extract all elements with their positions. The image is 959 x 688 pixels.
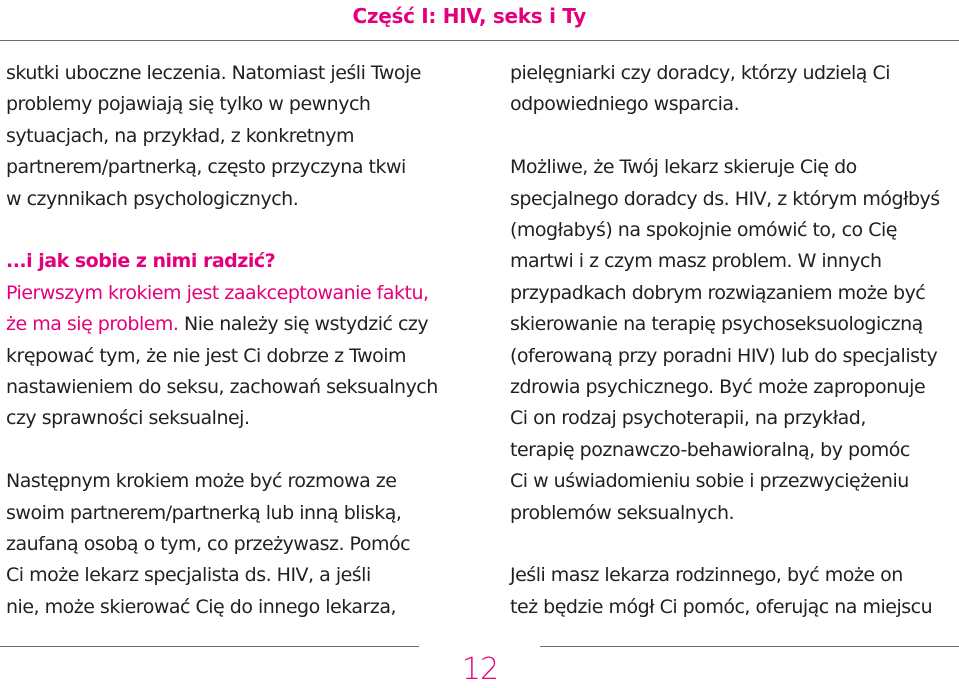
highlighted-text: Pierwszym krokiem jest zaakceptowanie faktu, że ma się problem.	[6, 281, 429, 336]
paragraph: Możliwe, że Twój lekarz skieruje Cię do specjalnego doradcy ds. HIV, z którym mógłbyś (mogłabyś) na spokojnie omówić to, co Cię martwi i z czym masz problem. W innych przypadkach dobrym rozwiązaniem może być skierowanie na terapię psychoseksuologiczną (oferowaną przy poradni HIV) lub do specjalisty zdrowia psychicznego. Być może zaproponuje Ci on rodzaj psychoterapii, na przykład, terapię poznawczo-behawioralną, by pomóc Ci w uświadomieniu sobie i przezwyciężeniu problemów seksualnych.	[510, 156, 940, 524]
page-number: 12	[461, 652, 499, 687]
paragraph: Następnym krokiem może być rozmowa ze swoim partnerem/partnerką lub inną bliską, zaufaną osobą o tym, co przeżywasz. Pomóc Ci może lekarz specjalista ds. HIV, a jeśli nie, może skierować Cię do innego lekarza,	[6, 470, 411, 618]
paragraph-text: Nie należy się wstydzić czy krępować tym, że nie jest Ci dobrze z Twoim nastawieniem do seksu, zachowań seksualnych czy sprawności seksualnej.	[6, 313, 438, 430]
footer-divider-left	[0, 646, 419, 647]
paragraph-with-subheading	[6, 246, 456, 434]
left-column	[6, 58, 456, 623]
paragraph: pielęgniarki czy doradcy, którzy udzielą Ci odpowiedniego wsparcia.	[510, 62, 891, 116]
paragraph: Jeśli masz lekarza rodzinnego, być może on też będzie mógł Ci pomóc, oferując na miejscu	[510, 564, 933, 618]
right-column	[510, 58, 955, 623]
section-title: Część I: HIV, seks i Ty	[352, 4, 586, 28]
header-divider	[0, 40, 959, 41]
footer-divider-right	[540, 646, 959, 647]
subheading: ...i jak sobie z nimi radzić?	[6, 250, 276, 273]
paragraph: skutki uboczne leczenia. Natomiast jeśli Twoje problemy pojawiają się tylko w pewnych sytuacjach, na przykład, z konkretnym partnerem/partnerką, często przyczyna tkwi w czynnikach psychologicznych.	[6, 62, 421, 210]
